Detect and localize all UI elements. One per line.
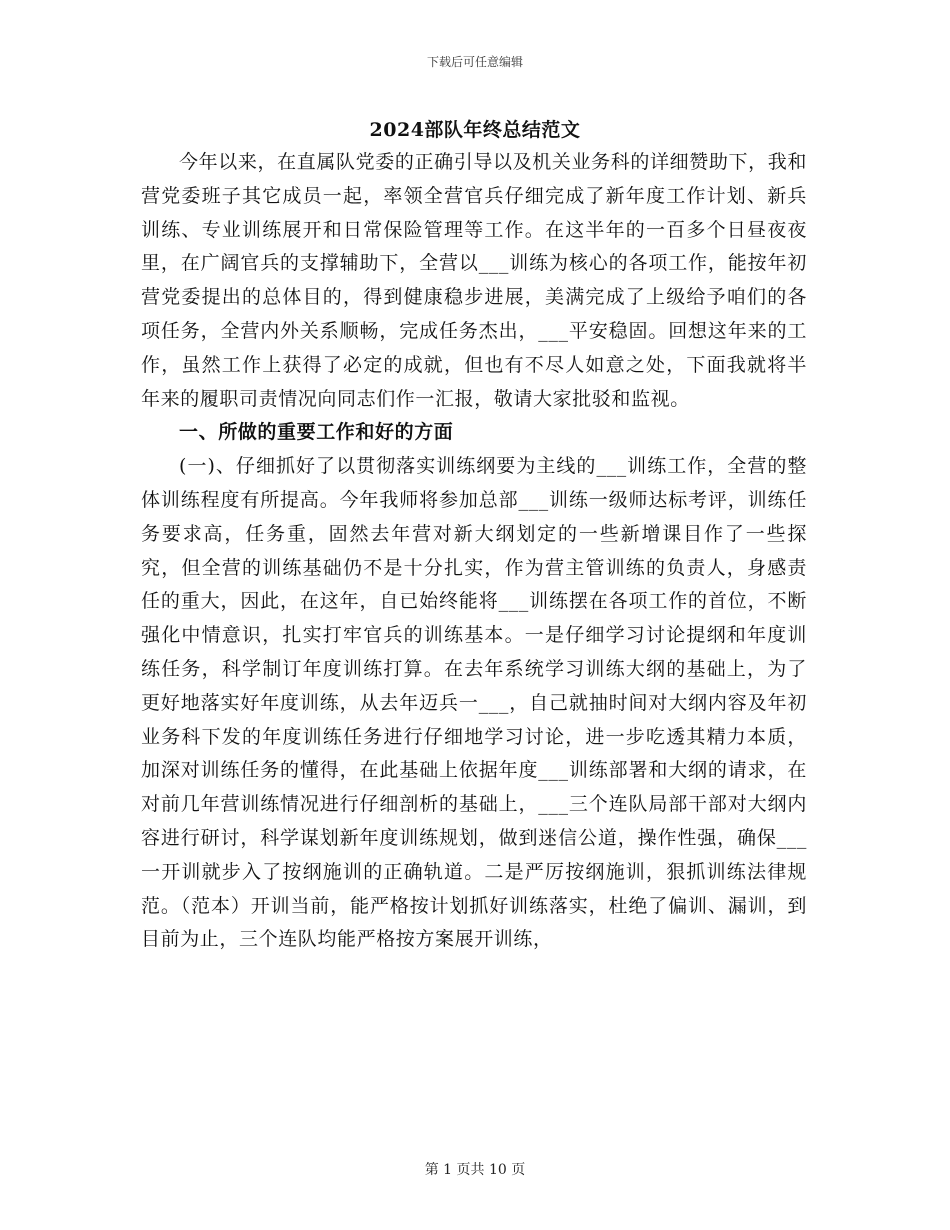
body-paragraph-intro: 今年以来，在直属队党委的正确引导以及机关业务科的详细赞助下，我和营党委班子其它成员一起，率领全营官兵仔细完成了新年度工作计划、新兵训练、专业训练展开和日常保险管理等工作。在这半年的一百多个日昼夜夜里，在广阔官兵的支撑辅助下，全营以___训练为核心的各项工作，能按年初营党委提出的总体目的，得到健康稳步进展，美满完成了上级给予咱们的各项任务，全营内外关系顺畅，完成任务杰出，___平安稳固。回想这年来的工作，虽然工作上获得了必定的成就，但也有不尽人如意之处，下面我就将半年来的履职司责情况向同志们作一汇报，敬请大家批驳和监视。 (141, 151, 807, 410)
document-body (141, 146, 807, 957)
page-number-footer: 第 1 页共 10 页 (424, 1162, 526, 1178)
document-title: 2024部队年终总结范文 (369, 119, 581, 141)
section-heading: 一、所做的重要工作和好的方面 (179, 421, 454, 444)
body-paragraph-training: (一)、仔细抓好了以贯彻落实训练纲要为主线的___训练工作，全营的整体训练程度有所提高。今年我师将参加总部___训练一级师达标考评，训练任务要求高，任务重，固然去年营对新大纲划定的一些新增课目作了一些探究，但全营的训练基础仍不是十分扎实，作为营主管训练的负责人，身感责任的重大，因此，在这年，自已始终能将___训练摆在各项工作的首位，不断强化中情意识，扎实打牢官兵的训练基本。一是仔细学习讨论提纲和年度训练任务，科学制订年度训练打算。在去年系统学习训练大纲的基础上，为了更好地落实好年度训练，从去年迈兵一___，自己就抽时间对大纲内容及年初业务科下发的年度训练任务进行仔细地学习讨论，进一步吃透其精力本质，加深对训练任务的懂得，在此基础上依据年度___训练部署和大纲的请求，在对前几年营训练情况进行仔细剖析的基础上，___三个连队局部干部对大纲内容进行研讨，科学谋划新年度训练规划，做到迷信公道，操作性强，确保___一开训就步入了按纲施训的正确轨道。二是严厉按纲施训，狠抓训练法律规范。（范本）开训当前，能严格按计划抓好训练落实，杜绝了偏训、漏训，到目前为止，三个连队均能严格按方案展开训练， (141, 455, 807, 951)
page-header-note: 下载后可任意编辑 (426, 55, 523, 69)
